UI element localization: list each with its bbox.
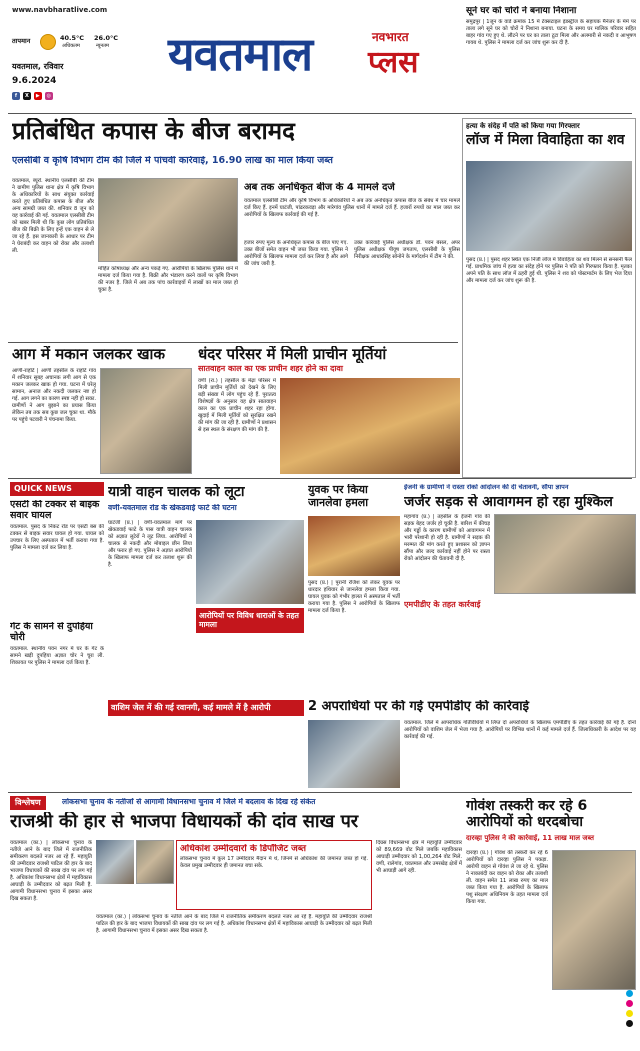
- registration-mark-yellow: [626, 1010, 633, 1017]
- road-caption: एमपीडीए के तहत कार्रवाई: [404, 600, 481, 609]
- attack-illustration: [308, 516, 400, 576]
- murder-headline-small: हत्या के संदेह में पति को किया गया गिरफ्तार: [466, 122, 580, 130]
- lead-col4: हजार रुपए मूल्य के अनधिकृत कपास के बीज पाए गए. उक्त बीजों समेत वाहन भी जब्त किया गया. पुलिस ने आरोपियों के खिलाफ मामला दर्ज कर लिया है और आगे की जांच जारी है.: [244, 240, 348, 268]
- idols-subhead: सातवाहन काल का एक प्राचीन शहर होने का दावा: [198, 364, 343, 373]
- road-kicker: ईंजनी के ग्रामीणों ने रास्ता रोको आंदोलन की दी चेतावनी, सौंपा ज्ञापन: [404, 484, 569, 491]
- quick-news-2-text: यवतमाल. स्थानीय पवन नगर में घर के गेट के सामने खड़ी दुपहिया अज्ञात चोर ने चुरा ली. शिकायत पर पुलिस ने मामला दर्ज किया है.: [10, 645, 104, 666]
- registration-mark-magenta: [626, 1000, 633, 1007]
- quick-news-1-headline: एसटी की टक्कर से बाइक सवार घायल: [10, 500, 100, 521]
- lead-headline: प्रतिबंधित कपास के बीज बरामद: [12, 118, 295, 145]
- quick-news-1-text: यवतमाल. पुसद के निकट रोड पर एसटी बस की टक्कर से बाइक सवार घायल हो गया. घायल को उपचार के लिए अस्पताल में भर्ती कराया गया है. पुलिस ने मामला दर्ज कर लिया है.: [10, 523, 104, 551]
- lead-photo: [98, 178, 238, 262]
- registration-mark-black: [626, 1020, 633, 1027]
- instagram-icon[interactable]: ◎: [46, 93, 51, 99]
- analysis-kicker: लोकसभा चुनाव के नतीजों से आगामी विधानसभा चुनाव में जिले में बदलाव के दिख रहे संकेत: [62, 798, 316, 806]
- sun-icon: [40, 34, 56, 50]
- temp-max-label: अधिकतम: [62, 43, 80, 49]
- lead-side-text: यवतमाल एलसीबी टीम और कृषि विभाग के अधिकारियों ने अब तक अनधिकृत कपास बीज के संबंध में चार मामले दर्ज किए हैं. इनमें घाटंजी, पांढरकवड़ा और मारेगांव पुलिस थानों में मामले दर्ज हैं. हजारों रुपयों का माल जब्त कर आरोपियों के खिलाफ कार्रवाई की गई है.: [244, 198, 460, 219]
- facebook-icon[interactable]: f: [12, 92, 20, 100]
- attack-headline: युवक पर किया जानलेवा हमला: [308, 484, 369, 509]
- theft-text: समुद्रपुर | 1जून के वार्ड क्रमांक 15 में टेक्सटाइल इंडस्ट्रीज के सहायक मैनेजर के मेमे पर ताला लगे सूने घर को चोरों ने निशाना बनाया. घटना के समय घर मालिक परिवार सहित बाहर गांव गए हुए थे. लौटने पर घर का ताला टूटा मिला और अलमारी से नकदी व आभूषण गायब थे. पुलिस ने मामला दर्ज कर जांच शुरू कर दी है.: [466, 19, 636, 47]
- road-photo: [494, 514, 636, 594]
- idols-text: वणी (रा.) | तहसील के मेंढ़ा परिसर में मिली प्राचीन मूर्तियों को देखने के लिए बड़ी संख्या में लोग पहुंच रहे हैं. पुरातत्व विशेषज्ञों के अनुसार यह क्षेत्र सातवाहन काल का एक प्राचीन शहर रहा होगा. खुदाई में मिली मूर्तियों को सुरक्षित रखने की मांग की जा रही है. ग्रामीणों ने प्रशासन से इस स्थल के संरक्षण की मांग की है.: [198, 378, 276, 434]
- analysis-headline: राजश्री की हार से भाजपा विधायकों की दांव साख पर: [10, 812, 359, 832]
- analysis-photo-1: [96, 840, 134, 884]
- analysis-right: दिग्रस विधानसभा क्षेत्र में महायुति उम्मीदवार को 89,669 वोट मिले जबकि महाविकास आघाड़ी उम्मीदवार को 1,00,264 वोट मिले. वणी, रालेगांव, यवतमाल और उमरखेड़ क्षेत्रों में भी आघाड़ी आगे रही.: [376, 840, 462, 875]
- temp-min-label: न्यूनतम: [96, 43, 109, 49]
- murder-story: [462, 118, 636, 478]
- robbery-text: घाटंजी (प्र.) | वणी-यवतमाल मार्ग पर खेकडवाई फाटे के पास यात्री वाहन चालक को अज्ञात लुटेरों ने लूट लिया. आरोपियों ने चालक से नकदी और मोबाइल छीन लिया और फरार हो गए. पुलिस ने अज्ञात आरोपियों के खिलाफ मामला दर्ज कर तलाश शुरू की है.: [108, 520, 192, 569]
- masthead-plus: प्लस: [368, 45, 419, 80]
- robbery-inset: आरोपियों पर विविध धाराओं के तहत मामला: [196, 608, 304, 633]
- analysis-text: यवतमाल (का.) | लोकसभा चुनाव के नतीजे आने के बाद जिले में राजनीतिक समीकरण बदलते नजर आ रहे हैं. महायुति की उम्मीदवार राजश्री पाटिल की हार के बाद भाजपा विधायकों की साख दांव पर लग गई है. अधिकांश विधानसभा क्षेत्रों में महाविकास आघाड़ी के उम्मीदवार को बढ़त मिली है. आगामी विधानसभा चुनाव में इसका असर दिख सकता है.: [10, 840, 92, 903]
- youtube-icon[interactable]: ▶: [34, 92, 42, 100]
- quick-news-2-headline: गेट के सामने से दुपहिया चोरी: [10, 621, 93, 643]
- cow-headline: गोवंश तस्करी कर रहे 6 आरोपियों को धरदबोचा: [466, 798, 588, 831]
- road-text: महागांव (प्र.) | तहसील के ईंजनी गांव की सड़क बेहद जर्जर हो चुकी है. बारिश में कीचड़ और गड्ढों के कारण ग्रामीणों को आवागमन में भारी परेशानी हो रही है. ग्रामीणों ने सड़क की मरम्मत की मांग करते हुए प्रशासन को ज्ञापन सौंपा और जल्द कार्रवाई नहीं होने पर रास्ता रोको आंदोलन की चेतावनी दी है.: [404, 514, 490, 563]
- robbery-photo: [196, 520, 304, 604]
- cow-text: दारव्हा (प्र.) | गोवंश की तस्करी कर रहे 6 आरोपियों को दारव्हा पुलिस ने पकड़ा. आरोपी वाहन से गोवंश ले जा रहे थे. पुलिस ने नाकाबंदी कर वाहन को रोका और तलाशी ली. वाहन समेत 11 लाख रुपए का माल जब्त किया गया है. आरोपियों के खिलाफ पशु संरक्षण अधिनियम के तहत मामला दर्ज किया गया.: [466, 850, 548, 906]
- mpda-text: यवतमाल. जिले में आपराधिक गतिविधियों में लिप्त दो अपराधियों के खिलाफ एमपीडीए के तहत कार्रवाई की गई है. दोनों आरोपियों को वाशिम जेल में भेजा गया है. आरोपियों पर विभिन्न थानों में कई मामले दर्ज हैं. जिलाधिकारी के आदेश पर यह कार्रवाई की गई.: [404, 720, 636, 741]
- attack-text: पुसद (प्र.) | पुरानी रंजिश को लेकर युवक पर धारदार हथियार से जानलेवा हमला किया गया. घायल युवक को गंभीर हालत में अस्पताल में भर्ती कराया गया है. पुलिस ने आरोपियों के खिलाफ मामला दर्ज किया है.: [308, 580, 400, 615]
- analysis-label: विश्लेषण: [10, 796, 46, 810]
- temperature-box: [12, 34, 142, 54]
- cow-subhead: दारव्हा पुलिस ने की कार्रवाई, 11 लाख माल जब्त: [466, 834, 594, 842]
- mpda-headline: 2 अपराधियों पर की गई एमपीडीए की कार्रवाई: [308, 700, 529, 714]
- lead-side-headline: अब तक अनधिकृत बीज के 4 मामले दर्ज: [244, 182, 395, 193]
- murder-headline: लॉज में मिला विवाहिता का शव: [466, 132, 625, 149]
- analysis-photo-2: [136, 840, 174, 884]
- deposit-box: [176, 840, 372, 910]
- lead-col1: यवतमाल, ब्यूरो. स्थानीय एलसीबी की टीम ने ग्रामीण पुलिस थाना क्षेत्र में कृषि विभाग के अधिकारियों के साथ संयुक्त कार्रवाई करते हुए प्रतिबंधित कपास के बीज और अन्य सामग्री जब्त की. शनिवार 8 जून को यह कार्रवाई की गई. यवतमाल एलसीबी टीम को खबर मिली थी कि कुछ लोग प्रतिबंधित बीज की बिक्री के लिए इन्हें एक वाहन से ले जा रहे हैं. इस जानकारी के आधार पर टीम ने घेराबंदी कर वाहन को रोका और तलाशी ली.: [12, 178, 94, 255]
- masthead-url[interactable]: www.navbharatlive.com: [12, 6, 108, 14]
- quick-news: [10, 482, 104, 782]
- robbery-headline: यात्री वाहन चालक को लूटा: [108, 484, 245, 500]
- robbery-subhead: वणी-यवतमाल रोड के खेकडवाई फाटे की घटना: [108, 504, 237, 512]
- x-icon[interactable]: X: [23, 92, 31, 100]
- deposit-box-title: अधिकांश उम्मीदवारों के डिपॉजिट जब्त: [180, 844, 307, 854]
- mpda-inset: वाशिम जेल में की गई रवानगी, कई मामले में है आरोपी: [108, 700, 304, 716]
- social-icons: [12, 92, 54, 100]
- masthead: [0, 0, 462, 112]
- theft-story: [466, 6, 636, 106]
- fire-photo: [100, 368, 192, 474]
- registration-mark-cyan: [626, 990, 633, 997]
- idols-photo: [280, 378, 460, 474]
- quick-news-label: QUICK NEWS: [10, 482, 104, 496]
- mpda-photo: [308, 720, 400, 788]
- analysis-text-2: यवतमाल (का.) | लोकसभा चुनाव के नतीजे आने के बाद जिले में राजनीतिक समीकरण बदलते नजर आ रहे हैं. महायुति की उम्मीदवार राजश्री पाटिल की हार के बाद भाजपा विधायकों की साख दांव पर लग गई है. अधिकांश विधानसभा क्षेत्रों में महाविकास आघाड़ी के उम्मीदवार को बढ़त मिली है. आगामी विधानसभा चुनाव में इसका असर दिख सकता है.: [96, 914, 372, 935]
- fire-headline: आग में मकान जलकर खाक: [12, 346, 165, 363]
- deposit-box-text: लोकसभा चुनाव में कुल 17 उम्मीदवार मैदान में थे, जिनमें से अधिकांश की जमानत जब्त हो गई. केवल प्रमुख उम्मीदवार ही जमानत बचा सके.: [180, 856, 368, 870]
- temp-min: 26.0°C: [94, 34, 119, 42]
- lead-subhead: एलसीबी व कृषि विभाग टीम की जिले में पांचवीं कार्रवाई, 16.90 लाख का माल किया जब्त: [12, 156, 333, 166]
- murder-photo: [466, 161, 632, 251]
- road-headline: जर्जर सड़क से आवागमन हो रहा मुश्किल: [404, 494, 613, 510]
- fire-text: आर्णी-राहटि | आर्णी तहसील के राहटि गांव में शनिवार सुबह अचानक लगी आग से एक मकान जलकर खाक हो गया. घटना में घरेलू सामान, अनाज और नकदी जलकर नष्ट हो गई. आग लगने का कारण स्पष्ट नहीं हो सका. ग्रामीणों ने आग बुझाने का प्रयास किया लेकिन तब तक सब कुछ जल चुका था. मौके पर पहुंचे पटवारी ने पंचनामा किया.: [12, 368, 96, 424]
- masthead-title: यवतमाल: [168, 27, 313, 81]
- idols-headline: धंदर परिसर में मिली प्राचीन मूर्तियां: [198, 346, 387, 363]
- issue-date: 9.6.2024: [12, 76, 57, 86]
- lead-col5: उक्त कार्रवाई पुलिस अधीक्षक डॉ. पवन बंसल, अपर पुलिस अधीक्षक पीयूष जगताप, एलसीबी के पुलिस निरीक्षक आधारसिंह सोनोने के मार्गदर्शन में टीम ने की.: [354, 240, 460, 261]
- cow-photo: [552, 850, 636, 990]
- city-day: यवतमाल, रविवार: [12, 62, 64, 71]
- lead-col2: मोहित कोषाध्यक्ष और अन्य पकड़े गए. आरोपियों के खिलाफ पुलिस थाने में मामला दर्ज किया गया है. बिक्री और भंडारण करने वालों पर कृषि विभाग की नजर है. जिले में अब तक पांच कार्रवाइयों में लाखों का माल जब्त हो चुका है.: [98, 266, 238, 294]
- temp-label: तापमान: [12, 37, 31, 45]
- murder-text: पुसद (प्र.) | पुसद शहर स्थित एक निजी लॉज में विवाहिता का शव मिलने से सनसनी फैल गई. प्राथमिक जांच में हत्या का संदेह होने पर पुलिस ने पति को गिरफ्तार किया है. मृतका अपने पति के साथ लॉज में ठहरी हुई थी. पुलिस ने शव को पोस्टमार्टम के लिए भेज दिया और मामला दर्ज कर जांच शुरू की है.: [466, 257, 632, 285]
- temp-max: 40.5°C: [60, 34, 85, 42]
- theft-headline: सूने घर को चोरों ने बनाया निशाना: [466, 6, 577, 16]
- masthead-brand: नवभारत: [372, 30, 409, 44]
